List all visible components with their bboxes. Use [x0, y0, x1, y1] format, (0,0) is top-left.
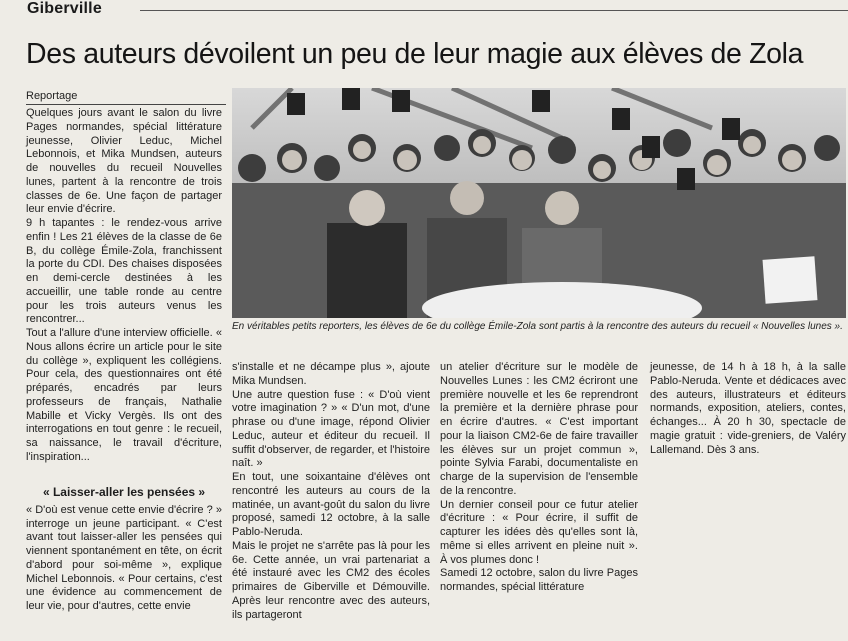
rubric-underline	[26, 104, 226, 105]
article-column-3	[440, 361, 638, 595]
photo-caption: En véritables petits reporters, les élèves de 6e du collège Émile-Zola sont partis à la rencontre des auteurs du recueil « Nouvelles lunes ».	[232, 321, 843, 332]
header-rule	[140, 10, 848, 11]
newspaper-header-bar	[0, 0, 848, 21]
article-headline: Des auteurs dévoilent un peu de leur magie aux élèves de Zola	[26, 38, 804, 70]
article-column-1	[26, 107, 222, 465]
article-column-1-continued	[26, 480, 222, 614]
article-paragraph: Tout a l'allure d'une interview officielle. « Nous allons écrire un article pour le site du collège », expliquent les collégiens. Pour cela, des questionnaires ont été préparés, encadrés par leurs professeurs de français, Nathalie Mabille et Vicky Vergès. Ils ont des interrogations en tout genre : le recueil, sa naissance, le travail d'écriture, l'inspiration...	[26, 327, 222, 463]
article-paragraph: Mais le projet ne s'arrête pas là pour les 6e. Cette année, un vrai partenariat a été instauré avec les CM2 des écoles primaires de Giberville et Démouville. Après leur rencontre avec des auteurs, ils partageront	[232, 539, 430, 621]
article-subhead: « Laisser-aller les pensées »	[42, 485, 206, 499]
article-paragraph: Samedi 12 octobre, salon du livre Pages normandes, spécial littérature	[440, 567, 638, 593]
article-paragraph: Une autre question fuse : « D'où vient votre imagination ? » « D'un mot, d'une phrase ou d'une image, répond Olivier Leduc, auteur et éditeur du recueil. Il suffit d'observer, de regarder, et l'histoire naît. »	[232, 388, 430, 470]
article-column-2	[232, 361, 430, 622]
section-rubric: Reportage	[26, 90, 78, 102]
article-paragraph: jeunesse, de 14 h à 18 h, à la salle Pablo-Neruda. Vente et dédicaces avec des auteurs, illustrateurs et éditeurs normands, exposition, ateliers, contes, échanges... À 20 h 30, spectacle de magie gratuit : vide-greniers, de Valéry Lallemand. Dès 3 ans.	[650, 361, 846, 456]
article-photo	[232, 88, 846, 318]
article-paragraph: 9 h tapantes : le rendez-vous arrive enfin ! Les 21 élèves de la classe de 6e B, du collège Émile-Zola, franchissent la porte du CDI. Des chaises disposées en demi-cercle destinées à les accueillir, une table ronde au centre pour les trois auteurs venus les rencontrer...	[26, 217, 222, 326]
article-paragraph: Un dernier conseil pour ce futur atelier d'écriture : « Pour écrire, il suffit de capturer les idées dès qu'elles sont là, même si elles arrivent en pleine nuit ». À vos plumes donc !	[440, 498, 638, 566]
group-photo-illustration	[232, 88, 846, 318]
article-paragraph: s'installe et ne décampe plus », ajoute Mika Mundsen.	[232, 361, 430, 387]
article-paragraph: En tout, une soixantaine d'élèves ont rencontré les auteurs au cours de la matinée, un avant-goût du salon du livre proposé, samedi 12 octobre, à la salle Pablo-Neruda.	[232, 471, 430, 538]
article-paragraph: un atelier d'écriture sur le modèle de Nouvelles Lunes : les CM2 écriront une première nouvelle et les 6e reprendront la première et la dernière phrase pour en écrire d'autres. « C'est important pour la liaison CM2-6e de faire travailler les élèves sur un projet commun », pointe Sylvia Farabi, documentaliste en charge de la supervision de l'ensemble de la rencontre.	[440, 361, 638, 497]
article-paragraph: Quelques jours avant le salon du livre Pages normandes, spécial littérature jeunesse, Olivier Leduc, Michel Lebonnois, et Mika Mundsen, auteurs de nouvelles du recueil Nouvelles lunes, partent à la rencontre de trois classes de 6e. Une façon de partager leur envie d'écrire.	[26, 107, 222, 216]
town-name: Giberville	[27, 0, 102, 17]
article-column-4	[650, 361, 846, 457]
article-paragraph: « D'où est venue cette envie d'écrire ? » interroge un jeune participant. « C'est avant tout laisser-aller les pensées qui viennent spontanément en tête, on écrit d'abord pour soi-même », explique Michel Lebonnois. « Pour certains, c'est une évidence au commencement de leur vie, pour d'autres, cette envie	[26, 503, 222, 612]
